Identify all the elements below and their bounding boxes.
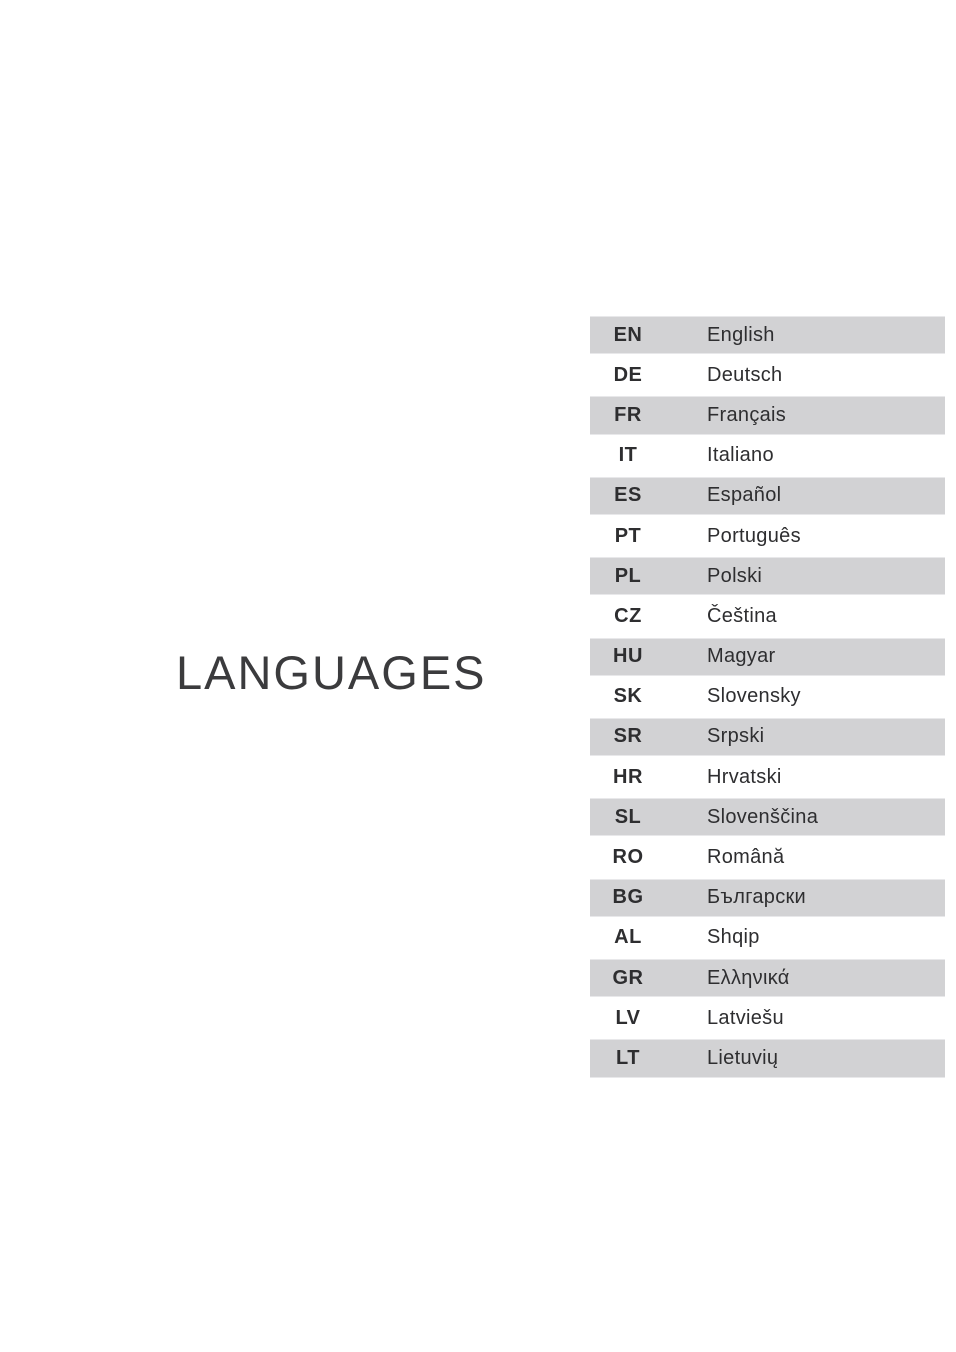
language-code: ES	[614, 484, 642, 507]
language-row	[590, 476, 945, 516]
language-name: Português	[707, 524, 801, 547]
language-code: SL	[614, 805, 642, 828]
language-name: Latviešu	[707, 1006, 784, 1029]
language-row	[590, 797, 945, 837]
language-row	[590, 757, 945, 797]
language-code: LT	[616, 1046, 640, 1069]
language-code: LV	[615, 1006, 641, 1029]
language-row	[590, 516, 945, 556]
language-code: FR	[614, 403, 642, 426]
language-code: DE	[613, 363, 643, 386]
language-code: CZ	[614, 604, 642, 627]
language-code: BG	[612, 886, 644, 909]
language-code: PL	[614, 564, 642, 587]
language-name: Magyar	[707, 645, 776, 668]
language-row	[590, 677, 945, 717]
language-name: Italiano	[707, 444, 774, 467]
language-name: Polski	[707, 564, 763, 587]
language-row	[590, 556, 945, 596]
language-row	[590, 1038, 945, 1078]
language-name: Hrvatski	[707, 765, 782, 788]
language-row	[590, 837, 945, 877]
language-name: Čeština	[707, 604, 777, 627]
language-code: AL	[614, 926, 642, 949]
language-code: EN	[613, 323, 643, 346]
language-name: Slovensky	[707, 685, 801, 708]
language-table	[590, 315, 945, 1079]
language-code: HR	[613, 765, 643, 788]
language-code: PT	[614, 524, 642, 547]
language-row	[590, 315, 945, 355]
language-name: Deutsch	[707, 363, 783, 386]
language-code: IT	[618, 444, 638, 467]
language-name: Español	[707, 484, 782, 507]
page-title: LANGUAGES	[176, 646, 487, 699]
language-code: SR	[613, 725, 643, 748]
language-row	[590, 878, 945, 918]
language-row	[590, 958, 945, 998]
language-row	[590, 355, 945, 395]
language-name: Română	[707, 846, 785, 869]
language-row	[590, 637, 945, 677]
language-name: Български	[707, 886, 807, 909]
language-name: Srpski	[707, 725, 765, 748]
language-row	[590, 918, 945, 958]
language-name: Ελληνικά	[707, 966, 790, 989]
language-name: Slovenščina	[707, 805, 819, 828]
language-row	[590, 436, 945, 476]
language-row	[590, 998, 945, 1038]
language-name: Lietuvių	[707, 1046, 779, 1069]
language-row	[590, 596, 945, 636]
language-code: RO	[612, 846, 644, 869]
language-code: SK	[613, 685, 643, 708]
language-name: Shqip	[707, 926, 760, 949]
language-row	[590, 717, 945, 757]
language-name: English	[707, 323, 775, 346]
language-code: HU	[613, 645, 643, 668]
language-code: GR	[612, 966, 644, 989]
language-row	[590, 395, 945, 435]
language-name: Français	[707, 403, 787, 426]
